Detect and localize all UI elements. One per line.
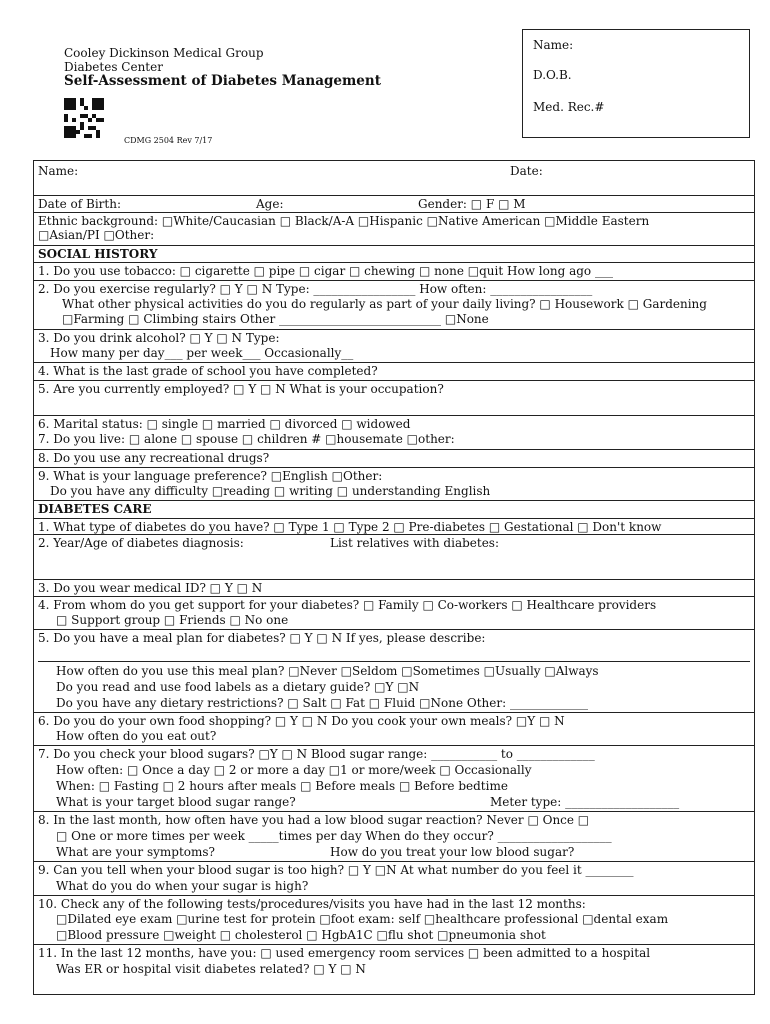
- row-divider: [34, 745, 754, 746]
- row-divider: [34, 500, 754, 501]
- question-diagnosis-year[interactable]: 2. Year/Age of diabetes diagnosis:: [38, 536, 244, 550]
- qr-code-icon: [64, 98, 104, 138]
- document-header: [64, 46, 381, 88]
- social-history-heading: SOCIAL HISTORY: [38, 247, 158, 261]
- row-divider: [34, 362, 754, 363]
- low-blood-sugar-frequency[interactable]: □ One or more times per week _____times per day When do they occur? ___________________: [56, 829, 612, 843]
- name-field-label[interactable]: Name:: [38, 164, 79, 178]
- question-diabetes-type[interactable]: 1. What type of diabetes do you have? □ Type 1 □ Type 2 □ Pre-diabetes □ Gestational □ Don't know: [38, 520, 662, 534]
- assessment-form: [33, 160, 755, 995]
- question-high-blood-sugar[interactable]: 9. Can you tell when your blood sugar is too high? □ Y □N At what number do you feel it ________: [38, 863, 634, 877]
- patient-dob-label: D.O.B.: [533, 68, 572, 82]
- question-meal-plan[interactable]: 5. Do you have a meal plan for diabetes? □ Y □ N If yes, please describe:: [38, 631, 486, 645]
- age-field-label[interactable]: Age:: [256, 197, 284, 211]
- question-exercise[interactable]: 2. Do you exercise regularly? □ Y □ N Type: _________________ How often: _________________: [38, 282, 593, 296]
- alcohol-frequency[interactable]: How many per day___ per week___ Occasionally__: [50, 346, 354, 360]
- row-divider: [34, 245, 754, 246]
- question-food-shopping[interactable]: 6. Do you do your own food shopping? □ Y □ N Do you cook your own meals? □Y □ N: [38, 714, 565, 728]
- question-alcohol[interactable]: 3. Do you drink alcohol? □ Y □ N Type:: [38, 331, 280, 345]
- form-code: CDMG 2504 Rev 7/17: [124, 136, 213, 145]
- meal-plan-answer-line[interactable]: [38, 661, 750, 662]
- question-target-range[interactable]: What is your target blood sugar range?: [56, 795, 296, 809]
- diabetes-care-heading: DIABETES CARE: [38, 502, 152, 516]
- meter-type-field[interactable]: Meter type: ___________________: [490, 795, 680, 809]
- question-language[interactable]: 9. What is your language preference? □English □Other:: [38, 469, 383, 483]
- question-dietary-restrictions[interactable]: Do you have any dietary restrictions? □ Salt □ Fat □ Fluid □None Other: _____________: [56, 696, 588, 710]
- question-tests-procedures[interactable]: 10. Check any of the following tests/procedures/visits you have had in the last 12 months:: [38, 897, 586, 911]
- row-divider: [34, 329, 754, 330]
- question-education[interactable]: 4. What is the last grade of school you have completed?: [38, 364, 378, 378]
- row-divider: [34, 712, 754, 713]
- question-tobacco[interactable]: 1. Do you use tobacco: □ cigarette □ pipe □ cigar □ chewing □ none □quit How long ago ___: [38, 264, 613, 278]
- ethnic-background-options-2[interactable]: □Asian/PI □Other:: [38, 228, 155, 242]
- tests-options-2[interactable]: □Blood pressure □weight □ cholesterol □ HgbA1C □flu shot □pneumonia shot: [56, 928, 546, 942]
- row-divider: [34, 861, 754, 862]
- question-marital-status[interactable]: 6. Marital status: □ single □ married □ divorced □ widowed: [38, 417, 411, 431]
- blood-sugar-frequency[interactable]: How often: □ Once a day □ 2 or more a day □1 or more/week □ Occasionally: [56, 763, 532, 777]
- department-name: Diabetes Center: [64, 60, 163, 74]
- question-low-blood-sugar[interactable]: 8. In the last month, how often have you had a low blood sugar reaction? Never □ Once □: [38, 813, 590, 827]
- question-physical-activities[interactable]: What other physical activities do you do regularly as part of your daily living? □ Housework □ Gardening: [62, 297, 707, 311]
- ethnic-background-options[interactable]: Ethnic background: □White/Caucasian □ Black/A-A □Hispanic □Native American □Middle Eastern: [38, 214, 650, 228]
- question-support[interactable]: 4. From whom do you get support for your diabetes? □ Family □ Co-workers □ Healthcare providers: [38, 598, 657, 612]
- row-divider: [34, 415, 754, 416]
- question-eat-out[interactable]: How often do you eat out?: [56, 729, 217, 743]
- organization-name: Cooley Dickinson Medical Group: [64, 46, 264, 60]
- question-check-blood-sugar[interactable]: 7. Do you check your blood sugars? □Y □ N Blood sugar range: ___________ to _____________: [38, 747, 595, 761]
- patient-id-box: [522, 29, 750, 138]
- row-divider: [34, 467, 754, 468]
- row-divider: [34, 280, 754, 281]
- row-divider: [34, 629, 754, 630]
- row-divider: [34, 534, 754, 535]
- row-divider: [34, 944, 754, 945]
- date-field-label[interactable]: Date:: [510, 164, 543, 178]
- support-options[interactable]: □ Support group □ Friends □ No one: [56, 613, 289, 627]
- dob-field-label[interactable]: Date of Birth:: [38, 197, 121, 211]
- row-divider: [34, 449, 754, 450]
- question-recreational-drugs[interactable]: 8. Do you use any recreational drugs?: [38, 451, 270, 465]
- question-medical-id[interactable]: 3. Do you wear medical ID? □ Y □ N: [38, 581, 263, 595]
- question-high-sugar-action[interactable]: What do you do when your sugar is high?: [56, 879, 309, 893]
- row-divider: [34, 195, 754, 196]
- question-food-labels[interactable]: Do you read and use food labels as a dietary guide? □Y □N: [56, 680, 420, 694]
- question-treat-low[interactable]: How do you treat your low blood sugar?: [330, 845, 575, 859]
- row-divider: [34, 579, 754, 580]
- physical-activities-options[interactable]: □Farming □ Climbing stairs Other ___________________________ □None: [62, 312, 489, 326]
- row-divider: [34, 380, 754, 381]
- row-divider: [34, 212, 754, 213]
- question-meal-plan-frequency[interactable]: How often do you use this meal plan? □Never □Seldom □Sometimes □Usually □Always: [56, 664, 599, 678]
- patient-name-label: Name:: [533, 38, 574, 52]
- question-language-difficulty[interactable]: Do you have any difficulty □reading □ writing □ understanding English: [50, 484, 491, 498]
- gender-options[interactable]: Gender: □ F □ M: [418, 197, 526, 211]
- question-relatives[interactable]: List relatives with diabetes:: [330, 536, 500, 550]
- row-divider: [34, 518, 754, 519]
- row-divider: [34, 262, 754, 263]
- question-symptoms[interactable]: What are your symptoms?: [56, 845, 215, 859]
- question-er-visits[interactable]: 11. In the last 12 months, have you: □ used emergency room services □ been admitted to a hospital: [38, 946, 651, 960]
- row-divider: [34, 596, 754, 597]
- row-divider: [34, 895, 754, 896]
- question-employment[interactable]: 5. Are you currently employed? □ Y □ N What is your occupation?: [38, 382, 444, 396]
- tests-options-1[interactable]: □Dilated eye exam □urine test for protein □foot exam: self □healthcare professional □dental exam: [56, 912, 669, 926]
- patient-mrn-label: Med. Rec.#: [533, 100, 605, 114]
- question-living-situation[interactable]: 7. Do you live: □ alone □ spouse □ children # □housemate □other:: [38, 432, 455, 446]
- row-divider: [34, 811, 754, 812]
- blood-sugar-timing[interactable]: When: □ Fasting □ 2 hours after meals □ Before meals □ Before bedtime: [56, 779, 508, 793]
- question-er-diabetes-related[interactable]: Was ER or hospital visit diabetes related? □ Y □ N: [56, 962, 366, 976]
- form-title: Self-Assessment of Diabetes Management: [64, 73, 381, 89]
